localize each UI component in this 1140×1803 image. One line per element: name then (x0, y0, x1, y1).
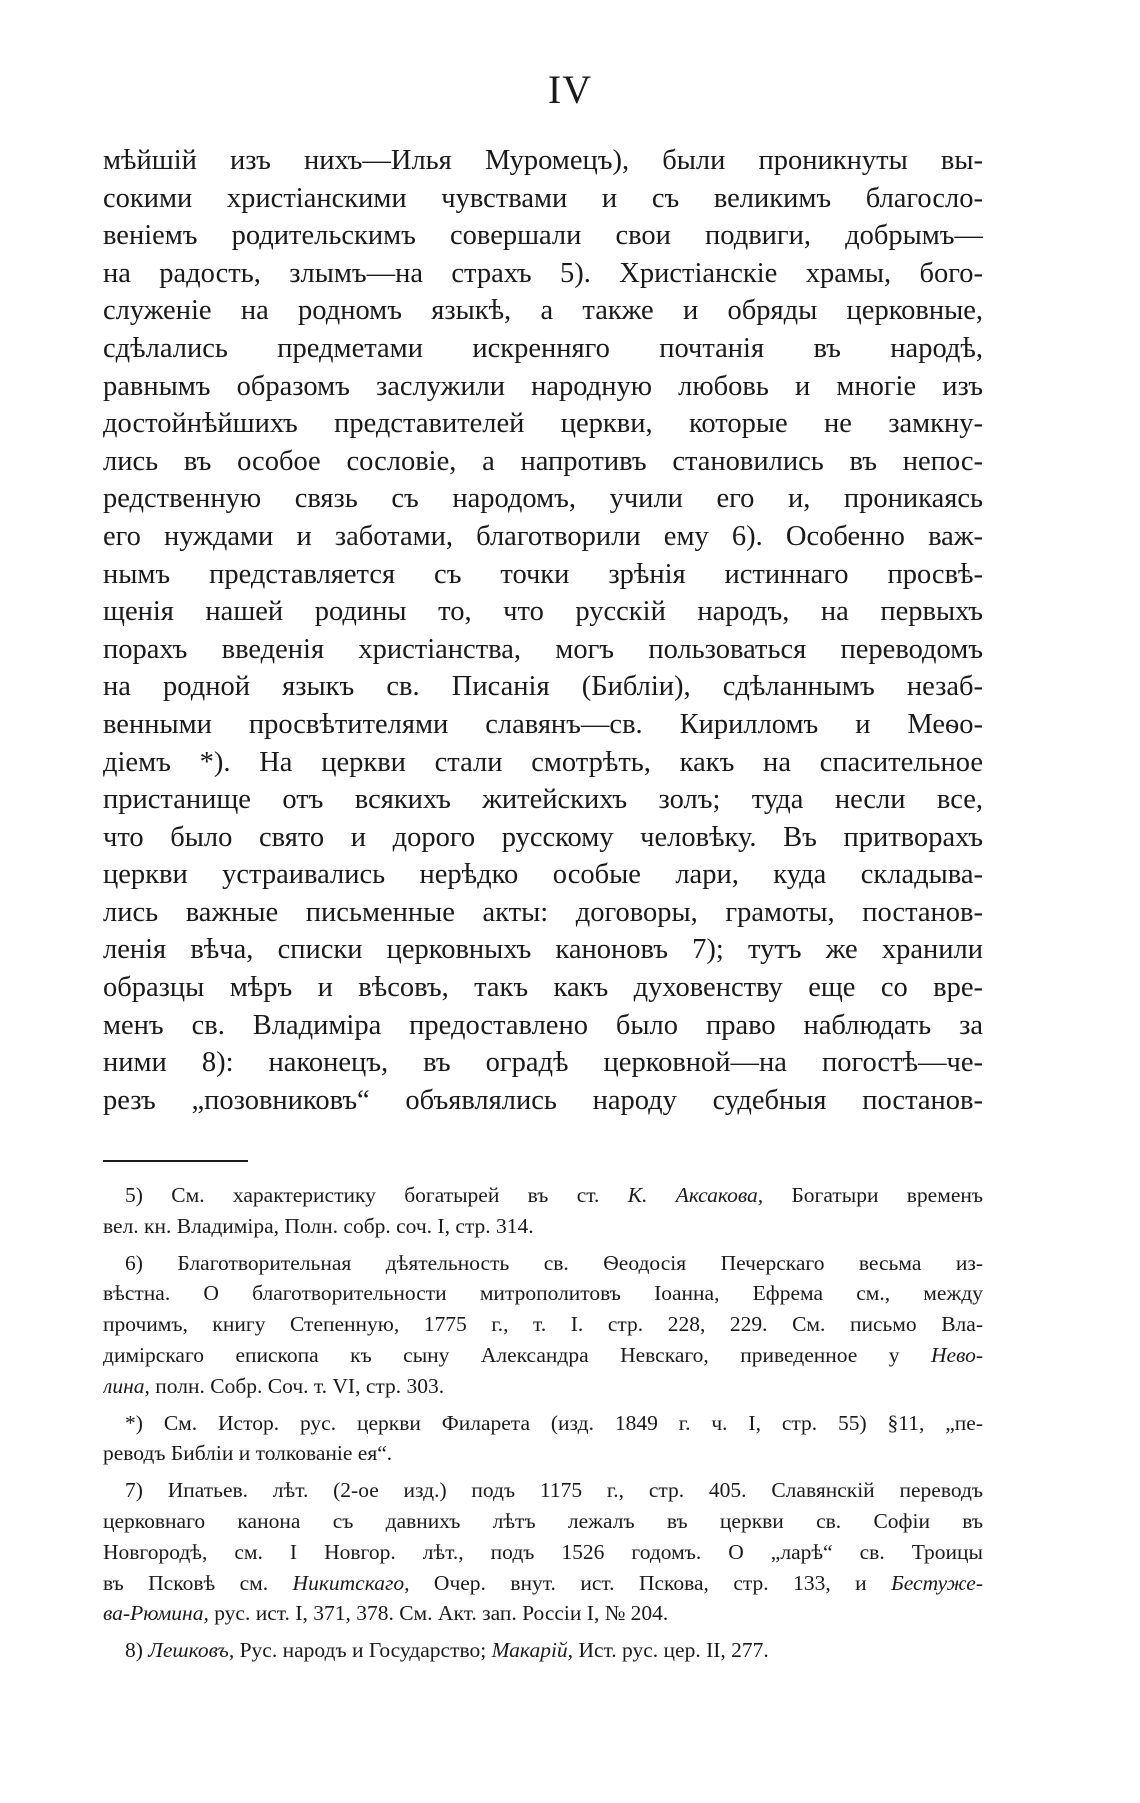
body-line: ленія вѣча, списки церковныхъ каноновъ 7); тутъ же хранили (103, 934, 983, 966)
footnote-citation-italic: ва-Рюмина, (103, 1601, 209, 1626)
footnote-citation-italic: Никитскаго, (292, 1570, 410, 1595)
footnote-citation-italic: К. Аксакова, (627, 1183, 764, 1207)
footnote-text: Ипатьев. лѣт. (2-ое изд.) подъ 1175 г., стр. 405. Славянскій переводъ (167, 1478, 983, 1503)
footnote-text: реводъ Библіи и толкованіе ея“. (103, 1441, 393, 1466)
body-line: на родной языкъ св. Писанія (Библіи), сдѣланнымъ незаб- (103, 671, 983, 703)
body-line: сдѣлались предметами искренняго почтанія въ народѣ, (103, 332, 983, 364)
footnote-citation-italic: Макарій, (491, 1638, 574, 1663)
footnote-citation-italic: лина, (103, 1373, 150, 1398)
body-line: нымъ представляется съ точки зрѣнія истиннаго просвѣ- (103, 558, 983, 590)
body-line: служеніе на родномъ языкѣ, а также и обряды церковные, (103, 295, 983, 327)
body-line: образцы мѣръ и вѣсовъ, такъ какъ духовенству еще со вре- (103, 972, 983, 1004)
footnote-line (103, 1371, 983, 1402)
footnote (103, 1475, 983, 1629)
body-text (103, 142, 983, 1119)
body-line: резъ „позовниковъ“ объявлялись народу судебныя постанов- (103, 1084, 983, 1116)
footnotes (103, 1180, 983, 1672)
footnote-line (103, 1537, 983, 1568)
footnote-line (103, 1278, 983, 1309)
footnote-text: Новгородѣ, см. I Новгор. лѣт., подъ 1526 годомъ. О „ларѣ“ св. Троицы (103, 1539, 983, 1564)
footnote-marker: 7) (125, 1478, 143, 1503)
body-line: щенія нашей родины то, что русскій народъ, на первыхъ (103, 596, 983, 628)
footnote-text: вел. кн. Владиміра, Полн. собр. соч. I, стр. 314. (103, 1213, 534, 1238)
body-line: венными просвѣтителями славянъ—св. Кирилломъ и Меѳо- (103, 708, 983, 740)
footnote-marker: 5) (125, 1183, 143, 1207)
body-line: порахъ введенія христіанства, могъ пользоваться переводомъ (103, 633, 983, 665)
footnote-divider (103, 1160, 248, 1162)
footnote-line (103, 1635, 983, 1666)
footnote-line (103, 1568, 983, 1599)
body-line: лись важные письменные акты: договоры, грамоты, постанов- (103, 896, 983, 928)
body-line: равнымъ образомъ заслужили народную любовь и многіе изъ (103, 370, 983, 402)
body-line: лись въ особое сословіе, а напротивъ становились въ непос- (103, 445, 983, 477)
footnote-citation-italic: Лешковъ, (148, 1638, 235, 1663)
footnote-line (103, 1248, 983, 1279)
footnote-text: церковнаго канона съ давнихъ лѣтъ лежалъ въ церкви св. Софіи въ (103, 1508, 983, 1533)
footnote-citation-italic: Нево- (930, 1342, 983, 1367)
body-line: менъ св. Владиміра предоставлено было право наблюдать за (103, 1009, 983, 1041)
footnote-line (103, 1598, 983, 1629)
body-line: достойнѣйшихъ представителей церкви, которые не замкну- (103, 408, 983, 440)
footnote-marker: 8) (125, 1638, 143, 1663)
footnote-line (103, 1506, 983, 1537)
body-line: сокими христіанскими чувствами и съ великимъ благосло- (103, 182, 983, 214)
footnote-text: полн. Собр. Соч. т. VI, стр. 303. (149, 1373, 445, 1398)
page-number: IV (547, 67, 593, 112)
footnote-line (103, 1211, 983, 1242)
body-line: церкви устраивались нерѣдко особые лари, куда складыва- (103, 859, 983, 891)
body-line: редственную связь съ народомъ, учили его и, проникаясь (103, 483, 983, 515)
footnote-text: Благотворительная дѣятельность св. Ѳеодосія Печерскаго весьма из- (177, 1250, 983, 1275)
footnote-text: димірскаго епископа къ сыну Александра Невскаго, приведенное у (103, 1342, 931, 1367)
footnote-text: вѣстна. О благотворительности митрополитовъ Іоанна, Ефрема см., между (103, 1281, 983, 1306)
footnote-text: въ Псковѣ см. (103, 1570, 293, 1595)
footnote-line (103, 1408, 983, 1439)
footnote-marker: 6) (125, 1250, 143, 1275)
footnote-line (103, 1475, 983, 1506)
footnote-text: Ист. рус. цер. II, 277. (573, 1638, 769, 1663)
footnote-line (103, 1438, 983, 1469)
footnote-text: Очер. внут. ист. Пскова, стр. 133, и (409, 1570, 892, 1595)
footnote (103, 1635, 983, 1666)
footnote (103, 1180, 983, 1242)
footnote-text: рус. ист. I, 371, 378. См. Акт. зап. Россіи I, № 204. (208, 1601, 669, 1626)
footnote-text: Рус. народъ и Государство; (234, 1638, 492, 1663)
footnote-line (103, 1180, 983, 1211)
footnote-citation-italic: Бестуже- (891, 1570, 983, 1595)
footnote-text: См. Истор. рус. церкви Филарета (изд. 1849 г. ч. I, стр. 55) §11, „пе- (163, 1410, 983, 1435)
footnote-text: прочимъ, книгу Степенную, 1775 г., т. I. стр. 228, 229. См. письмо Вла- (103, 1312, 983, 1337)
footnote-line (103, 1340, 983, 1371)
footnote-text: Богатыри временъ (763, 1183, 983, 1207)
body-line: діемъ *). На церкви стали смотрѣть, какъ на спасительное (103, 746, 983, 778)
footnote-text: См. характеристику богатырей въ ст. (171, 1183, 628, 1207)
body-line: его нуждами и заботами, благотворили ему 6). Особенно важ- (103, 520, 983, 552)
body-line: что было свято и дорого русскому человѣку. Въ притворахъ (103, 821, 983, 853)
body-line: на радость, злымъ—на страхъ 5). Христіанскіе храмы, бого- (103, 257, 983, 289)
body-line: веніемъ родительскимъ совершали свои подвиги, добрымъ— (103, 220, 983, 252)
footnote (103, 1248, 983, 1402)
footnote-marker: *) (125, 1410, 143, 1435)
footnote (103, 1408, 983, 1470)
footnote-line (103, 1309, 983, 1340)
body-line: пристанище отъ всякихъ житейскихъ золъ; туда несли все, (103, 784, 983, 816)
body-line: ними 8): наконецъ, въ оградѣ церковной—на погостѣ—че- (103, 1047, 983, 1079)
body-line: мѣйшій изъ нихъ—Илья Муромецъ), были проникнуты вы- (103, 145, 983, 176)
